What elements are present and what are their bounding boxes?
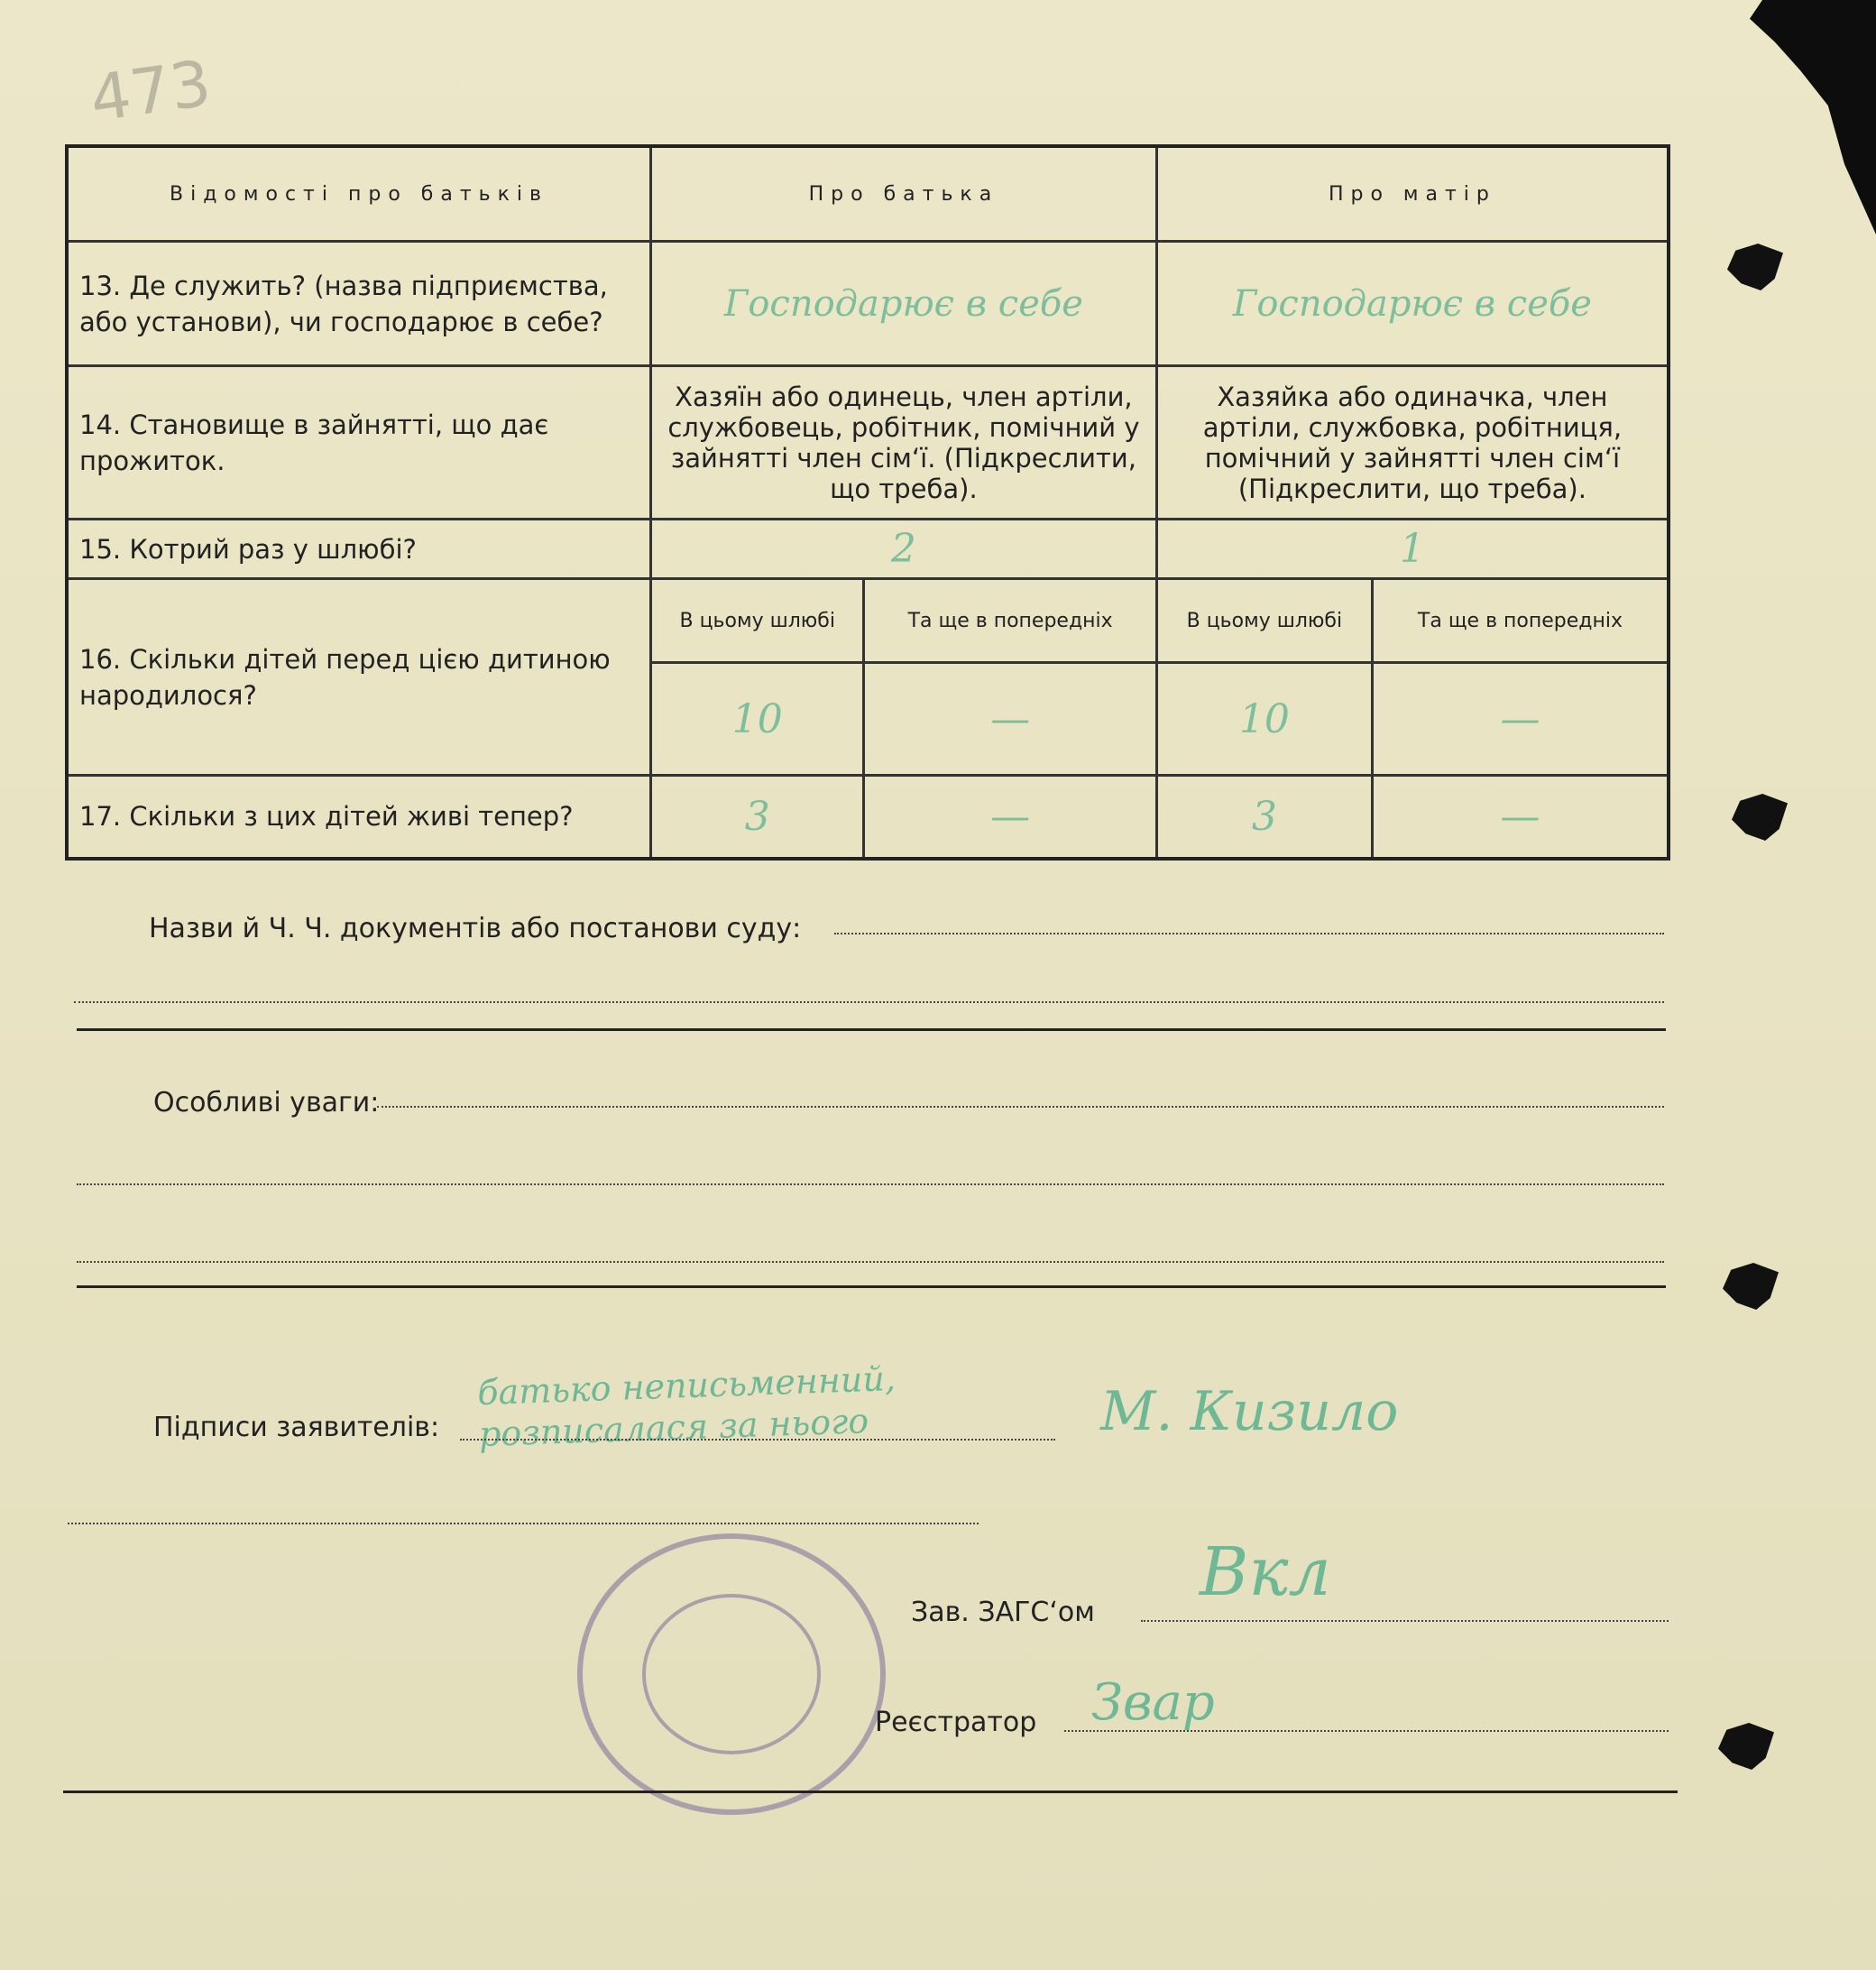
documents-line	[74, 1001, 1664, 1003]
q17-mother-this-marriage: 3	[1156, 776, 1372, 859]
remarks-line	[77, 1183, 1664, 1185]
archive-mark: 473	[85, 46, 216, 136]
q13-mother-answer: Господарює в себе	[1156, 242, 1669, 366]
header-about-mother: Про матір	[1156, 146, 1669, 242]
q14-mother-options: Хазяйка або одиначка, член артіли, службовка, робітниця, помічний у зайнятті член сім‘ї (Підкреслити, що треба).	[1156, 366, 1669, 520]
remarks-line	[377, 1106, 1664, 1108]
signatures-label: Підписи заявителів:	[153, 1412, 440, 1443]
q14-father-options: Хазяїн або одинець, член артіли, службовець, робітник, помічний у зайнятті член сім‘ї. (Підкреслити, що треба).	[651, 366, 1157, 520]
q17-father-this-marriage: 3	[651, 776, 864, 859]
documents-line	[834, 933, 1664, 934]
header-parents-info: Відомості про батьків	[67, 146, 651, 242]
remarks-line	[77, 1261, 1664, 1263]
subheader-mother-previous: Та ще в попередніх	[1372, 579, 1669, 663]
handwritten-note: батько неписьменний, розписалася за нього	[476, 1358, 897, 1455]
registrar-label: Реєстратор	[875, 1707, 1037, 1738]
punch-hole	[1727, 244, 1783, 290]
q13-father-answer: Господарює в себе	[651, 242, 1157, 366]
torn-corner	[1750, 0, 1876, 235]
q17-mother-previous: —	[1372, 776, 1669, 859]
head-signature: Вкл	[1200, 1533, 1331, 1611]
q14-label: 14. Становище в зайнятті, що дає прожиток.	[67, 366, 651, 520]
q16-label: 16. Скільки дітей перед цією дитиною народилося?	[67, 579, 651, 776]
bottom-rule	[63, 1790, 1678, 1793]
stamp-emblem	[642, 1594, 821, 1754]
q15-label: 15. Котрий раз у шлюбі?	[67, 520, 651, 579]
q17-label: 17. Скільки з цих дітей живі тепер?	[67, 776, 651, 859]
punch-hole	[1732, 794, 1788, 841]
registrar-signature: Звар	[1091, 1673, 1215, 1732]
remarks-label: Особливі уваги:	[153, 1087, 380, 1118]
q17-father-previous: —	[864, 776, 1156, 859]
section-divider	[77, 1028, 1666, 1031]
q13-label: 13. Де служить? (назва підприємства, або установи), чи господарює в себе?	[67, 242, 651, 366]
section-divider	[77, 1285, 1666, 1288]
documents-label: Назви й Ч. Ч. документів або постанови суду:	[149, 913, 802, 944]
q16-mother-this-marriage: 10	[1156, 663, 1372, 776]
head-signature-line	[1141, 1620, 1669, 1622]
subheader-father-previous: Та ще в попередніх	[864, 579, 1156, 663]
applicant-signature: М. Кизило	[1100, 1380, 1399, 1443]
punch-hole	[1718, 1723, 1774, 1770]
q16-mother-previous: —	[1372, 663, 1669, 776]
official-stamp	[577, 1533, 886, 1815]
signature-line	[460, 1439, 1055, 1441]
q16-father-previous: —	[864, 663, 1156, 776]
punch-hole	[1723, 1263, 1779, 1310]
subheader-mother-this-marriage: В цьому шлюбі	[1156, 579, 1372, 663]
q15-mother-answer: 1	[1156, 520, 1669, 579]
header-about-father: Про батька	[651, 146, 1157, 242]
signature-line	[68, 1523, 979, 1524]
parents-info-table	[65, 144, 1670, 861]
q16-father-this-marriage: 10	[651, 663, 864, 776]
q15-father-answer: 2	[651, 520, 1157, 579]
subheader-father-this-marriage: В цьому шлюбі	[651, 579, 864, 663]
head-label: Зав. ЗАГС‘ом	[911, 1597, 1095, 1628]
